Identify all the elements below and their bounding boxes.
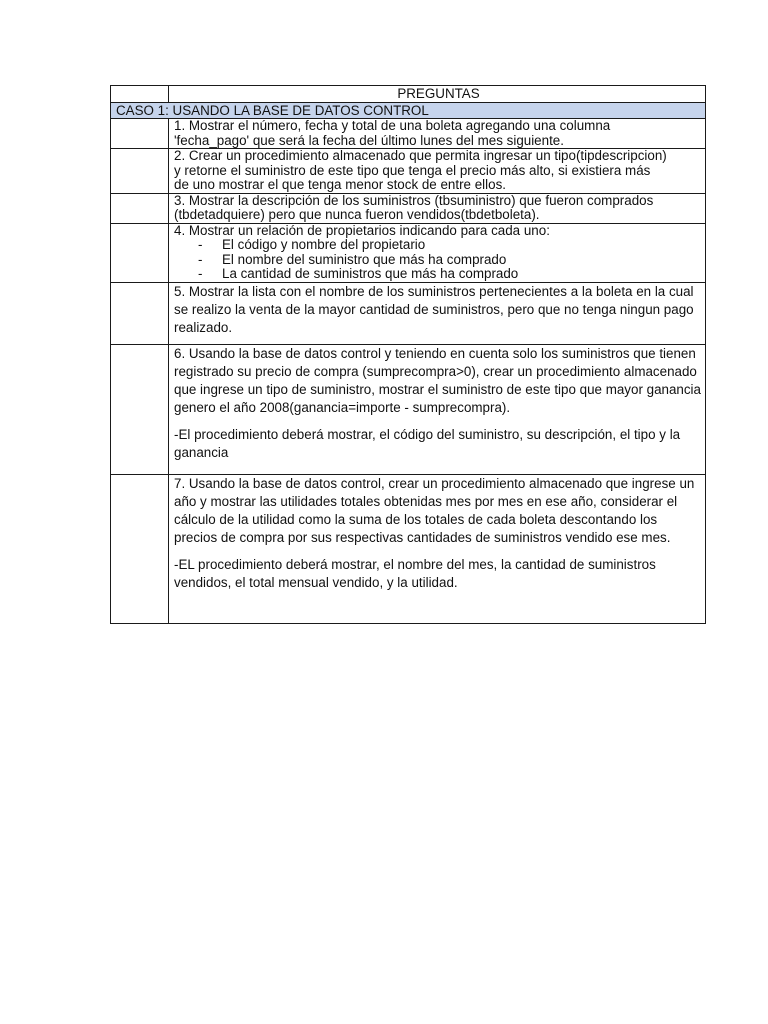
table-row (111, 149, 706, 194)
table-row (111, 223, 706, 282)
empty-cell (111, 193, 169, 223)
table-header-row (111, 86, 706, 103)
question-line: de uno mostrar el que tenga menor stock de entre ellos. (174, 177, 506, 192)
question-line: 3. Mostrar la descripción de los suministros (tbsuministro) que fueron comprados (174, 192, 654, 208)
table-row (111, 474, 706, 623)
list-item: - El nombre del suministro que más ha comprado (174, 253, 703, 268)
empty-cell (111, 344, 169, 474)
question-1 (169, 119, 706, 149)
question-paragraph: 5. Mostrar la lista con el nombre de los suministros pertenecientes a la boleta en la cual se realizo la venta de la mayor cantidad de suministros, pero que no tenga ningun pago realizado. (174, 283, 694, 335)
empty-cell (111, 119, 169, 149)
empty-cell (111, 149, 169, 194)
list-item: - La cantidad de suministros que más ha comprado (174, 267, 703, 282)
question-7 (169, 474, 706, 623)
question-line: (tbdetadquiere) pero que nunca fueron vendidos(tbdetboleta). (174, 207, 540, 222)
question-line: 1. Mostrar el número, fecha y total de una boleta agregando una columna (174, 118, 611, 133)
bullet-list (174, 238, 703, 282)
empty-cell (111, 474, 169, 623)
question-intro: 4. Mostrar un relación de propietarios indicando para cada uno: (174, 222, 550, 238)
case-label: CASO 1: USANDO LA BASE DE DATOS CONTROL (111, 103, 706, 119)
table-row (111, 282, 706, 344)
table-row (111, 119, 706, 149)
question-paragraph: -EL procedimiento deberá mostrar, el nombre del mes, la cantidad de suministros vendidos, el total mensual vendido, y la utilidad. (174, 556, 656, 590)
table-row (111, 344, 706, 474)
question-3 (169, 193, 706, 223)
question-paragraph: 7. Usando la base de datos control, crear un procedimiento almacenado que ingrese un año y mostrar las utilidades totales obtenidas mes por mes en ese año, considerar el cálculo de la utilidad como la suma de los totales de cada boleta descontando los precios de compra por sus respectivas cantidades de suministros vendido ese mes. (174, 475, 695, 545)
empty-cell (111, 86, 169, 103)
question-5 (169, 282, 706, 344)
question-line: 2. Crear un procedimiento almacenado que permita ingresar un tipo(tipdescripcion) (174, 148, 667, 163)
question-2 (169, 149, 706, 194)
empty-cell (111, 282, 169, 344)
table-title: PREGUNTAS (169, 86, 706, 103)
question-paragraph: 6. Usando la base de datos control y teniendo en cuenta solo los suministros que tienen registrado su precio de compra (sumprecompra>0), crear un procedimiento almacenado que ingrese un tipo de suministro, mostrar el suministro de este tipo que mayor ganancia genero el año 2008(ganancia=importe - sumprecompra). (174, 345, 701, 415)
empty-cell (111, 223, 169, 282)
question-line: 'fecha_pago' que será la fecha del último lunes del mes siguiente. (174, 132, 564, 148)
question-4 (169, 223, 706, 282)
case-row (111, 103, 706, 119)
question-line: y retorne el suministro de este tipo que tenga el precio más alto, si existiera más (174, 162, 651, 178)
questions-table (110, 85, 706, 624)
question-6 (169, 344, 706, 474)
table-row (111, 193, 706, 223)
list-item: - El código y nombre del propietario (174, 238, 703, 253)
question-paragraph: -El procedimiento deberá mostrar, el código del suministro, su descripción, el tipo y la ganancia (174, 426, 681, 460)
